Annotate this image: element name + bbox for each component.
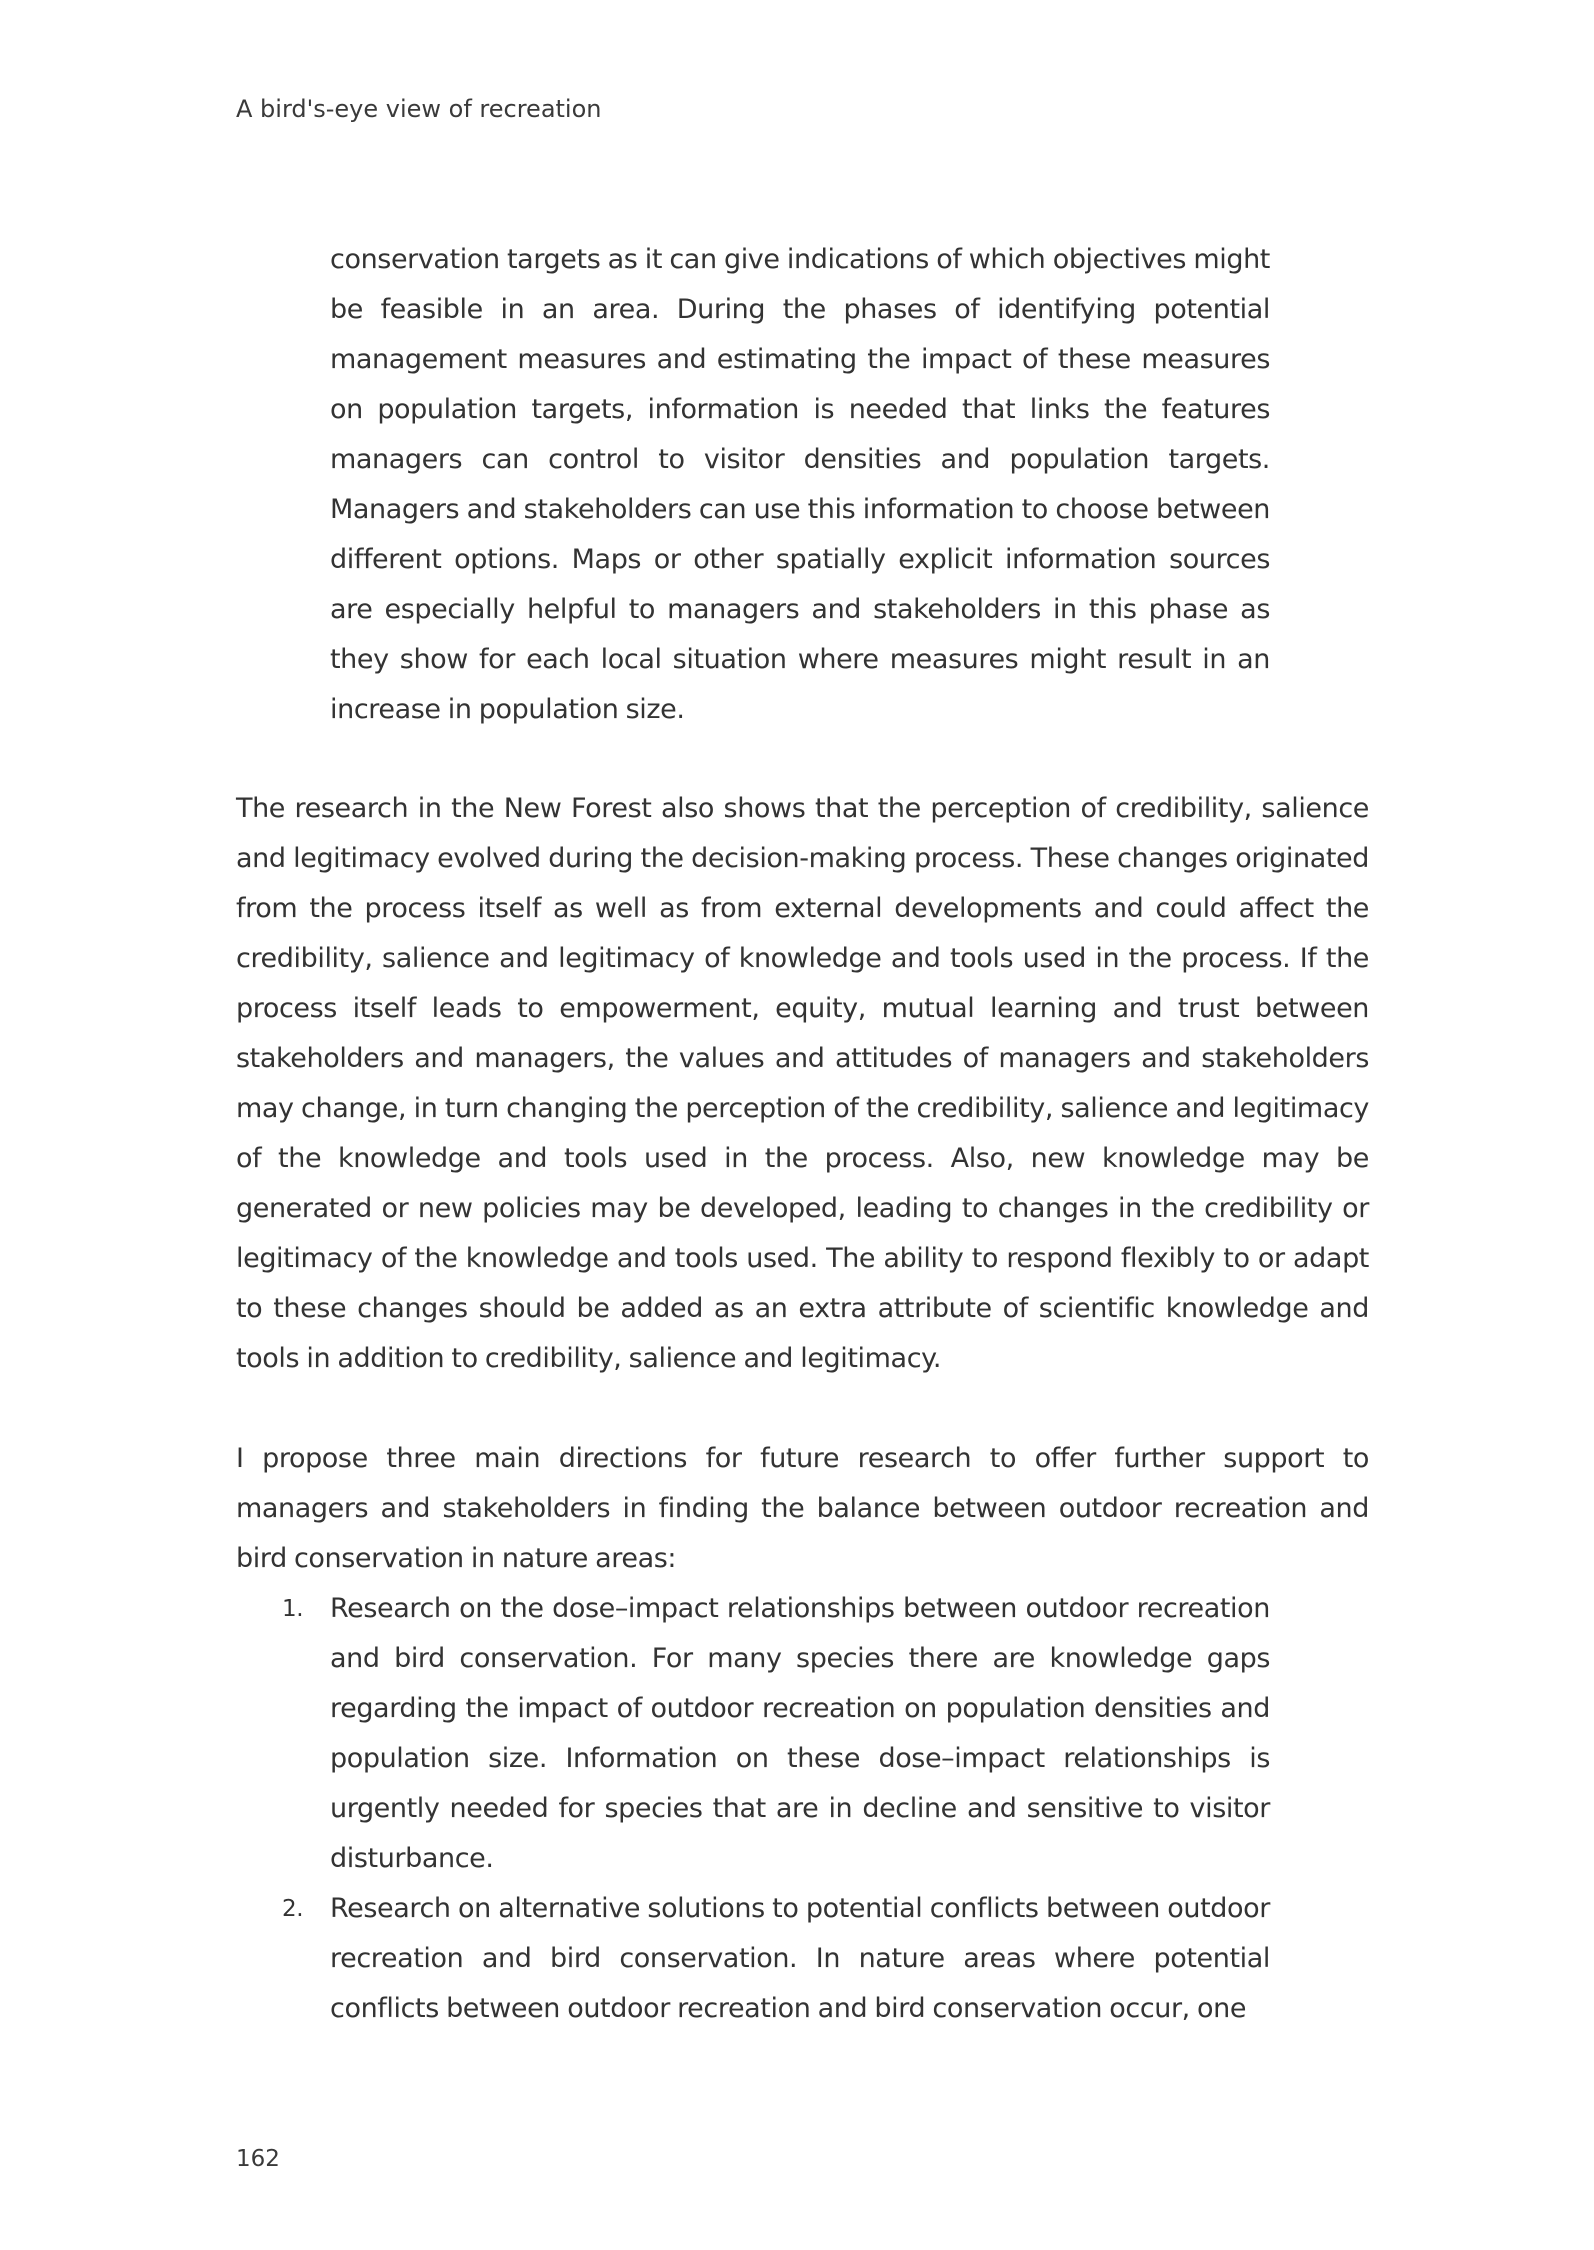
- running-header: A bird's-eye view of recreation: [236, 95, 602, 123]
- new-forest-paragraph: The research in the New Forest also shows that the perception of credibility, salience and legitimacy evolved during the decision-making process. These changes originated from the process itself as well as from external developments and could affect the credibility, salience and legitimacy of knowledge and tools used in the process. If the process itself leads to empowerment, equity, mutual learning and trust between stakeholders and managers, the values and attitudes of managers and stakeholders may change, in turn changing the perception of the credibility, salience and legitimacy of the knowledge and tools used in the process. Also, new knowledge may be generated or new policies may be developed, leading to changes in the credibility or legitimacy of the knowledge and tools used. The ability to respond flexibly to or adapt to these changes should be added as an extra attribute of scientific knowledge and tools in addition to credibility, salience and legitimacy.: [236, 793, 1369, 1374]
- indented-continuation-paragraph: conservation targets as it can give indications of which objectives might be feasible in an area. During the phases of identifying potential management measures and estimating the impact of these measures on population targets, information is needed that links the features managers can control to visitor densities and population targets. Managers and stakeholders can use this information to choose between different options. Maps or other spatially explicit information sources are especially helpful to managers and stakeholders in this phase as they show for each local situation where measures might result in an increase in population size.: [330, 244, 1270, 725]
- list-item-text: Research on alternative solutions to potential conflicts between outdoor recreation and bird conservation. In nature areas where potential conflicts between outdoor recreation and bird conservation occur, one: [330, 1893, 1270, 2024]
- list-item-number: 1.: [282, 1596, 304, 1622]
- list-item: [236, 1584, 1270, 1884]
- list-item-text: Research on the dose–impact relationships between outdoor recreation and bird conservation. For many species there are knowledge gaps regarding the impact of outdoor recreation on population densities and population size. Information on these dose–impact relationships is urgently needed for species that are in decline and sensitive to visitor disturbance.: [330, 1593, 1270, 1874]
- page-number: 162: [236, 2146, 280, 2172]
- research-directions-list: [236, 1584, 1270, 2034]
- list-item: [236, 1884, 1270, 2034]
- research-proposal-intro: I propose three main directions for future research to offer further support to managers and stakeholders in finding the balance between outdoor recreation and bird conservation in nature areas:: [236, 1443, 1369, 1574]
- list-item-number: 2.: [282, 1896, 304, 1922]
